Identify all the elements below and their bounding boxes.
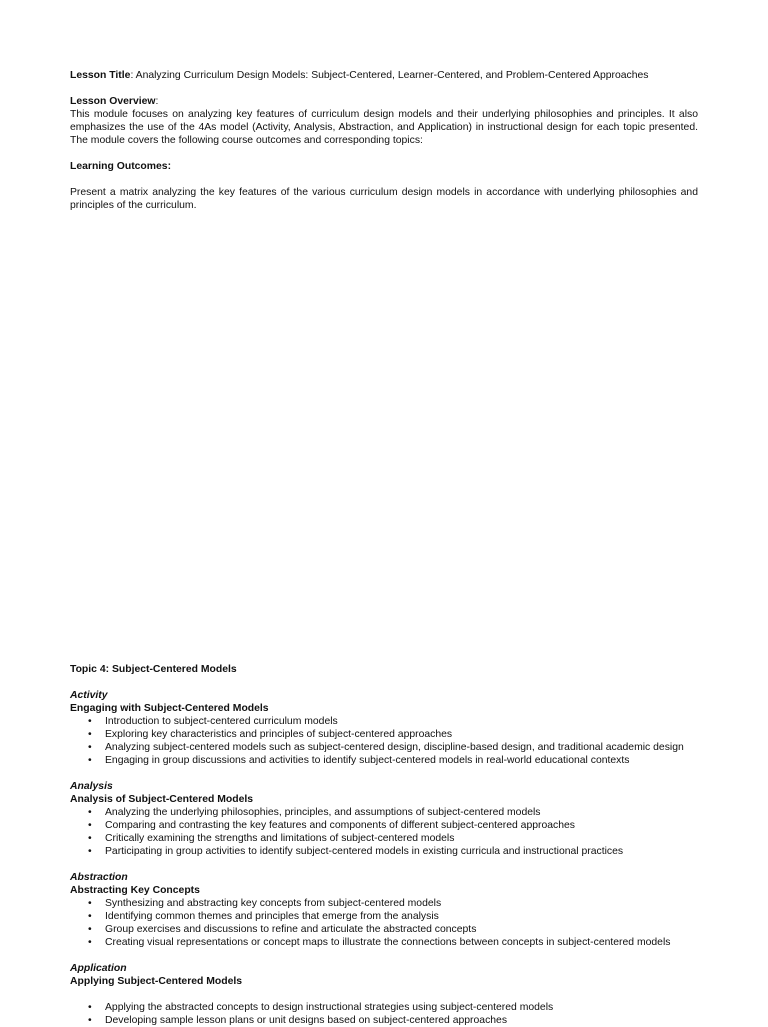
list-item: • Identifying common themes and principles that emerge from the analysis [105, 910, 698, 923]
section-subtitle-application: Applying Subject-Centered Models [70, 976, 243, 987]
document-page [70, 69, 698, 1026]
list-item: • Exploring key characteristics and principles of subject-centered approaches [105, 728, 698, 741]
list-item: • Applying the abstracted concepts to design instructional strategies using subject-centered models [105, 1001, 698, 1014]
list-item: • Analyzing subject-centered models such as subject-centered design, discipline-based design, and traditional academic design [105, 741, 698, 754]
learning-outcomes-text: Present a matrix analyzing the key features of the various curriculum design models in accordance with underlying philosophies and principles of the curriculum. [70, 187, 698, 211]
lesson-overview-text: This module focuses on analyzing key features of curriculum design models and their underlying philosophies and principles. It also emphasizes the use of the 4As model (Activity, Analysis, Abstraction, and Application) in instructional design for each topic presented. The module covers the following course outcomes and corresponding topics: [70, 109, 698, 146]
list-item: • Participating in group activities to identify subject-centered models in existing curricula and instructional practices [105, 845, 698, 858]
section-subtitle-analysis: Analysis of Subject-Centered Models [70, 794, 254, 805]
section-phase-application: Application [70, 963, 127, 974]
list-item: • Creating visual representations or concept maps to illustrate the connections between concepts in subject-centered models [105, 936, 698, 949]
application-list [70, 1001, 698, 1027]
list-item: • Engaging in group discussions and activities to identify subject-centered models in real-world educational contexts [105, 754, 698, 767]
section-phase-activity: Activity [70, 690, 108, 701]
section-phase-abstraction: Abstraction [70, 872, 128, 883]
list-item: • Group exercises and discussions to refine and articulate the abstracted concepts [105, 923, 698, 936]
lesson-overview-label: Lesson Overview [70, 96, 156, 107]
section-subtitle-activity: Engaging with Subject-Centered Models [70, 703, 269, 714]
lesson-title-value: : Analyzing Curriculum Design Models: Subject-Centered, Learner-Centered, and Problem-Centered Approaches [130, 70, 649, 81]
topic-block [70, 663, 698, 1027]
lesson-title [70, 69, 698, 82]
list-item: • Analyzing the underlying philosophies, principles, and assumptions of subject-centered models [105, 806, 698, 819]
list-item: • Introduction to subject-centered curriculum models [105, 715, 698, 728]
lesson-title-label: Lesson Title [70, 70, 131, 81]
abstraction-list [70, 897, 698, 949]
lesson-overview-colon: : [155, 96, 159, 107]
list-item: • Synthesizing and abstracting key concepts from subject-centered models [105, 897, 698, 910]
section-subtitle-abstraction: Abstracting Key Concepts [70, 885, 200, 896]
list-item: • Comparing and contrasting the key features and components of different subject-centered approaches [105, 819, 698, 832]
analysis-list [70, 806, 698, 858]
list-item: • Critically examining the strengths and limitations of subject-centered models [105, 832, 698, 845]
section-phase-analysis: Analysis [70, 781, 113, 792]
list-item: • Developing sample lesson plans or unit designs based on subject-centered approaches [105, 1014, 698, 1027]
lesson-overview-heading [70, 95, 698, 108]
learning-outcomes-heading: Learning Outcomes: [70, 161, 172, 172]
topic-heading: Topic 4: Subject-Centered Models [70, 664, 237, 675]
activity-list [70, 715, 698, 767]
